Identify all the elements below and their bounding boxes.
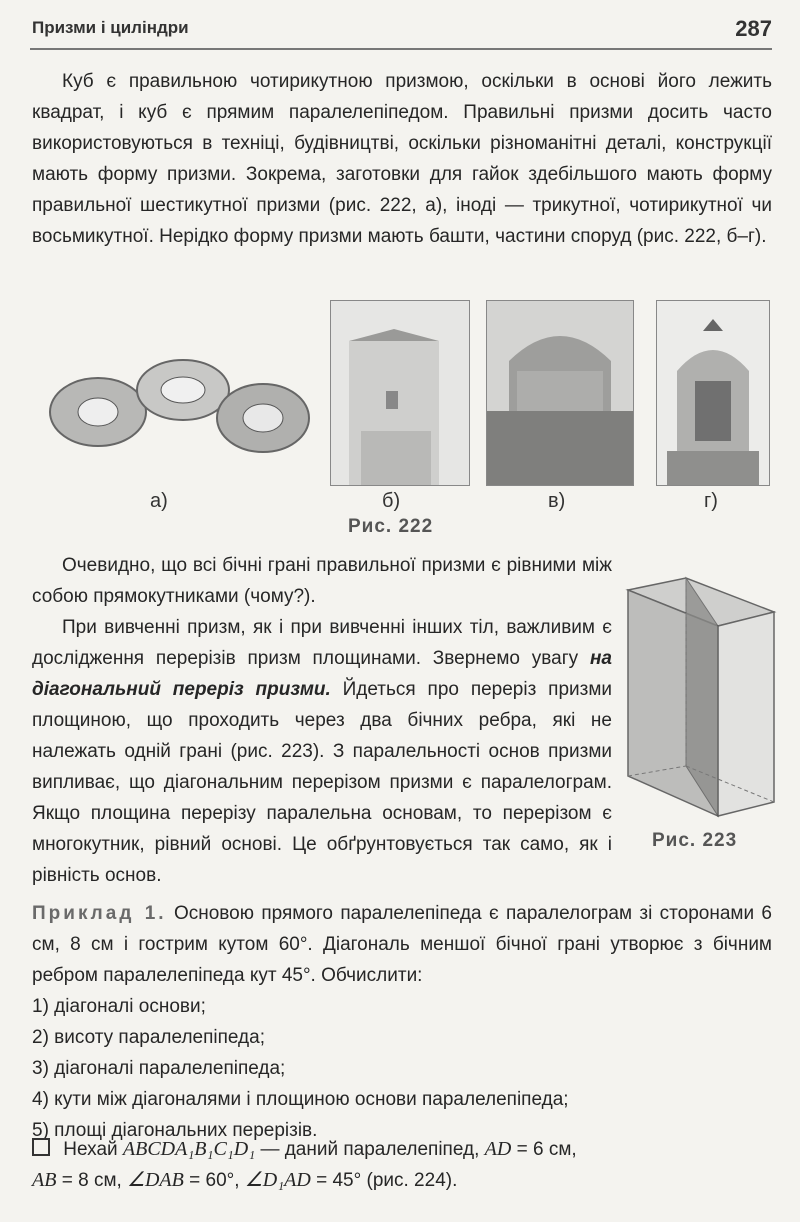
example-item-5: 5) площі діагональних перерізів. <box>32 1120 318 1141</box>
solution-text: = 6 см, <box>516 1139 577 1160</box>
fig-label-a: а) <box>150 490 168 512</box>
solution-text: Нехай <box>63 1139 118 1160</box>
section-paragraph-2 <box>32 612 612 891</box>
example-1 <box>32 898 772 1146</box>
figure-222 <box>30 300 780 540</box>
example-item-2: 2) висоту паралелепіпеда; <box>32 1027 265 1048</box>
prism-diagram <box>622 576 782 828</box>
intro-paragraph-block <box>32 66 772 252</box>
example-label: Приклад 1. <box>32 903 167 924</box>
solution-text: — даний паралелепіпед, <box>260 1139 480 1160</box>
tower-photo-b <box>330 300 470 486</box>
example-item-4: 4) кути між діагоналями і площиною основи паралелепіпеда; <box>32 1089 569 1110</box>
diagonal-section-text <box>32 550 612 891</box>
example-statement: Основою прямого паралелепіпеда є паралелограм зі сторонами 6 см, 8 см і гострим кутом 60°. Діагональ меншої бічної грані утворює з бічним ребром паралелепіпеда кут 45°. Обчислити: <box>32 903 772 986</box>
math-ab: AB <box>32 1169 57 1191</box>
section-paragraph-2-end: Йдеться про переріз призми площиною, що проходить через два бічних ребра, які не належать одній грані (рис. 223). З паралельності основ призми випливає, що діагональним перерізом призми є паралелограм. Якщо площина перерізу паралельна основам, то перерізом є многокутник, рівний основі. Це обґрунтовується так само, як і рівність основ. <box>32 679 613 886</box>
example-item-1: 1) діагоналі основи; <box>32 996 206 1017</box>
intro-paragraph: Куб є правильною чотирикутною призмою, оскільки в основі його лежить квадрат, і куб є прямим паралелепіпедом. Правильні призми досить часто використовуються в техніці, будівництві, оскільки різноманітні деталі, конструкції мають форму призми. Зокрема, заготовки для гайок здебільшого мають форму правильної шестикутної призми (рис. 222, а), іноді — трикутної, чотирикутної чи восьмикутної. Нерідко форму призми мають башти, частини споруд (рис. 222, б–г). <box>32 71 772 247</box>
solution-text: = 45° (рис. 224). <box>316 1170 458 1191</box>
solution-block <box>32 1134 772 1196</box>
tower-photo-c <box>486 300 634 486</box>
hex-nuts-photo <box>38 350 318 460</box>
section-paragraph-1: Очевидно, що всі бічні грані правильної призми є рівними між собою прямокутниками (чому?). <box>32 555 612 607</box>
solution-text: = 8 см, <box>61 1170 122 1191</box>
solution-text: = 60°, <box>189 1170 240 1191</box>
fig-label-d: г) <box>704 490 718 512</box>
page-number: 287 <box>735 16 772 41</box>
tower-photo-d <box>656 300 770 486</box>
figure-222-caption: Рис. 222 <box>348 516 434 537</box>
math-angle-dab: ∠DAB <box>127 1169 184 1191</box>
section-paragraph-2-start: При вивченні призм, як і при вивченні інших тіл, важливим є дослідження перерізів призм площинами. Звернемо увагу <box>32 617 612 669</box>
math-parallelepiped: ABCDA₁B₁C₁D₁ <box>122 1138 256 1160</box>
math-ad: AD <box>484 1138 512 1160</box>
fig-label-b: б) <box>382 490 401 512</box>
solution-line-1 <box>32 1134 772 1165</box>
fig-label-c: в) <box>548 490 566 512</box>
solution-line-2 <box>32 1165 772 1196</box>
solution-start-square-icon <box>32 1138 50 1156</box>
math-angle-d1ad: ∠D₁AD <box>244 1169 311 1191</box>
running-header-title: Призми і циліндри <box>32 18 189 37</box>
diagonal-section-term: на діагональний переріз призми. <box>32 648 612 700</box>
example-statement-line <box>32 898 772 991</box>
example-item-3: 3) діагоналі паралелепіпеда; <box>32 1058 286 1079</box>
header-divider <box>30 48 772 50</box>
figure-223-caption: Рис. 223 <box>652 830 738 851</box>
